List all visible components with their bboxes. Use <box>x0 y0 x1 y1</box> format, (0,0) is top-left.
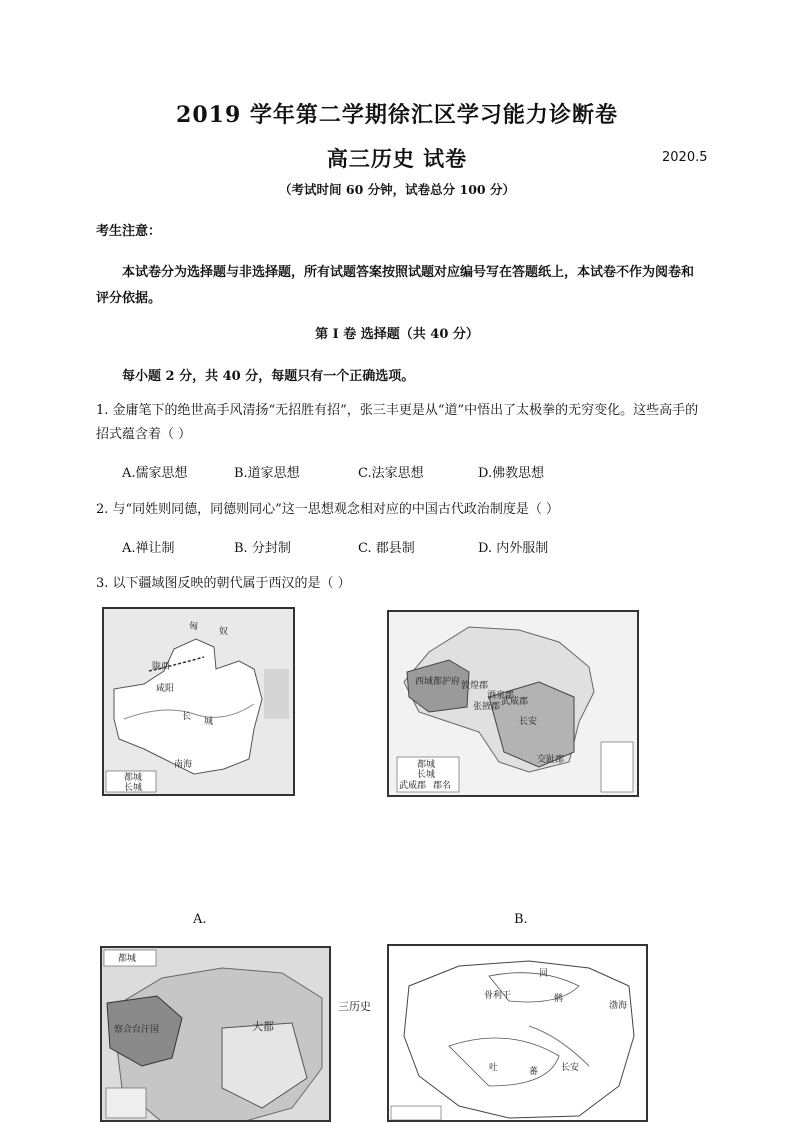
map-b[interactable] <box>387 610 639 797</box>
map-label: 蕃 <box>529 1067 539 1077</box>
map-legend: 长城 <box>124 783 143 793</box>
map-label: 都城 <box>118 954 137 964</box>
option[interactable]: C.法家思想 <box>358 466 424 481</box>
map-label: 长 <box>182 712 192 722</box>
exam-date: 2020.5 <box>662 150 708 165</box>
map-legend: 长城 <box>417 770 436 780</box>
map-label: 回 <box>539 969 549 979</box>
map-label: 长安 <box>561 1063 580 1073</box>
map-label: 吐 <box>489 1063 499 1073</box>
notice-heading: 考生注意： <box>96 224 162 239</box>
notice-text: 本试卷分为选择题与非选择题，所有试题答案按照试题对应编号写在答题纸上，本试卷不作为阅卷和评分依据。 <box>96 265 695 306</box>
map-label: 西域都护府 <box>415 677 461 687</box>
map-label: 交趾郡 <box>537 755 565 765</box>
option[interactable]: A.儒家思想 <box>122 466 188 481</box>
map-label: 张掖郡 <box>473 702 501 712</box>
question-1-options <box>122 462 544 481</box>
map-label: 敦煌郡 <box>461 681 489 691</box>
map-legend: 郡名 <box>433 781 452 791</box>
map-label: 咸阳 <box>156 684 175 694</box>
map-label: 城 <box>204 717 214 727</box>
map-label: 渤海 <box>609 1001 628 1011</box>
option[interactable]: C. 郡县制 <box>358 541 415 556</box>
option[interactable]: B. 分封制 <box>234 541 291 556</box>
map-label: 大都 <box>252 1020 274 1033</box>
exam-title: 2019 学年第二学期徐汇区学习能力诊断卷 <box>176 102 618 128</box>
section-instruction: 每小题 2 分，共 40 分，每题只有一个正确选项。 <box>122 369 415 384</box>
map-label: 长安 <box>519 717 538 727</box>
map-label: 武威郡 <box>501 697 529 707</box>
question-2-options <box>122 537 548 556</box>
map-c[interactable] <box>100 946 331 1122</box>
map-label: 酒泉郡 <box>487 691 515 701</box>
map-a[interactable] <box>102 607 295 796</box>
map-label: 骨利干 <box>484 991 512 1001</box>
map-label: 奴 <box>219 627 229 637</box>
map-label: 鹘 <box>554 994 564 1004</box>
option[interactable]: B.道家思想 <box>234 466 300 481</box>
side-note: 三历史 <box>338 1000 371 1013</box>
option[interactable]: D.佛教思想 <box>478 466 545 481</box>
time-note: （考试时间 60 分钟，试卷总分 100 分） <box>279 182 515 197</box>
map-label: 匈 <box>189 622 199 632</box>
map-a-caption: A. <box>193 912 207 927</box>
option[interactable]: A.禅让制 <box>122 541 175 556</box>
map-legend: 都城 <box>417 760 436 770</box>
map-label: 南海 <box>174 760 193 770</box>
question-2-stem: 2. 与“同姓则同德，同德则同心”这一思想观念相对应的中国古代政治制度是（ ） <box>96 502 559 517</box>
map-legend: 武威郡 <box>399 781 427 791</box>
option[interactable]: D. 内外服制 <box>478 541 549 556</box>
section-title: 第 I 卷 选择题（共 40 分） <box>315 327 479 342</box>
map-d[interactable] <box>387 944 648 1122</box>
question-1-stem: 1. 金庸笔下的绝世高手风清扬“无招胜有招”，张三丰更是从“道”中悟出了太极拳的无穷变化。这些高手的招式蕴含着（ ） <box>96 403 699 442</box>
map-label: 察合台汗国 <box>114 1025 160 1035</box>
map-legend: 都城 <box>124 773 143 783</box>
map-label: 陇西 <box>152 662 171 672</box>
map-b-caption: B. <box>514 912 528 927</box>
exam-subtitle: 高三历史 试卷 <box>326 146 468 171</box>
question-3-stem: 3. 以下疆域图反映的朝代属于西汉的是（ ） <box>96 576 351 591</box>
